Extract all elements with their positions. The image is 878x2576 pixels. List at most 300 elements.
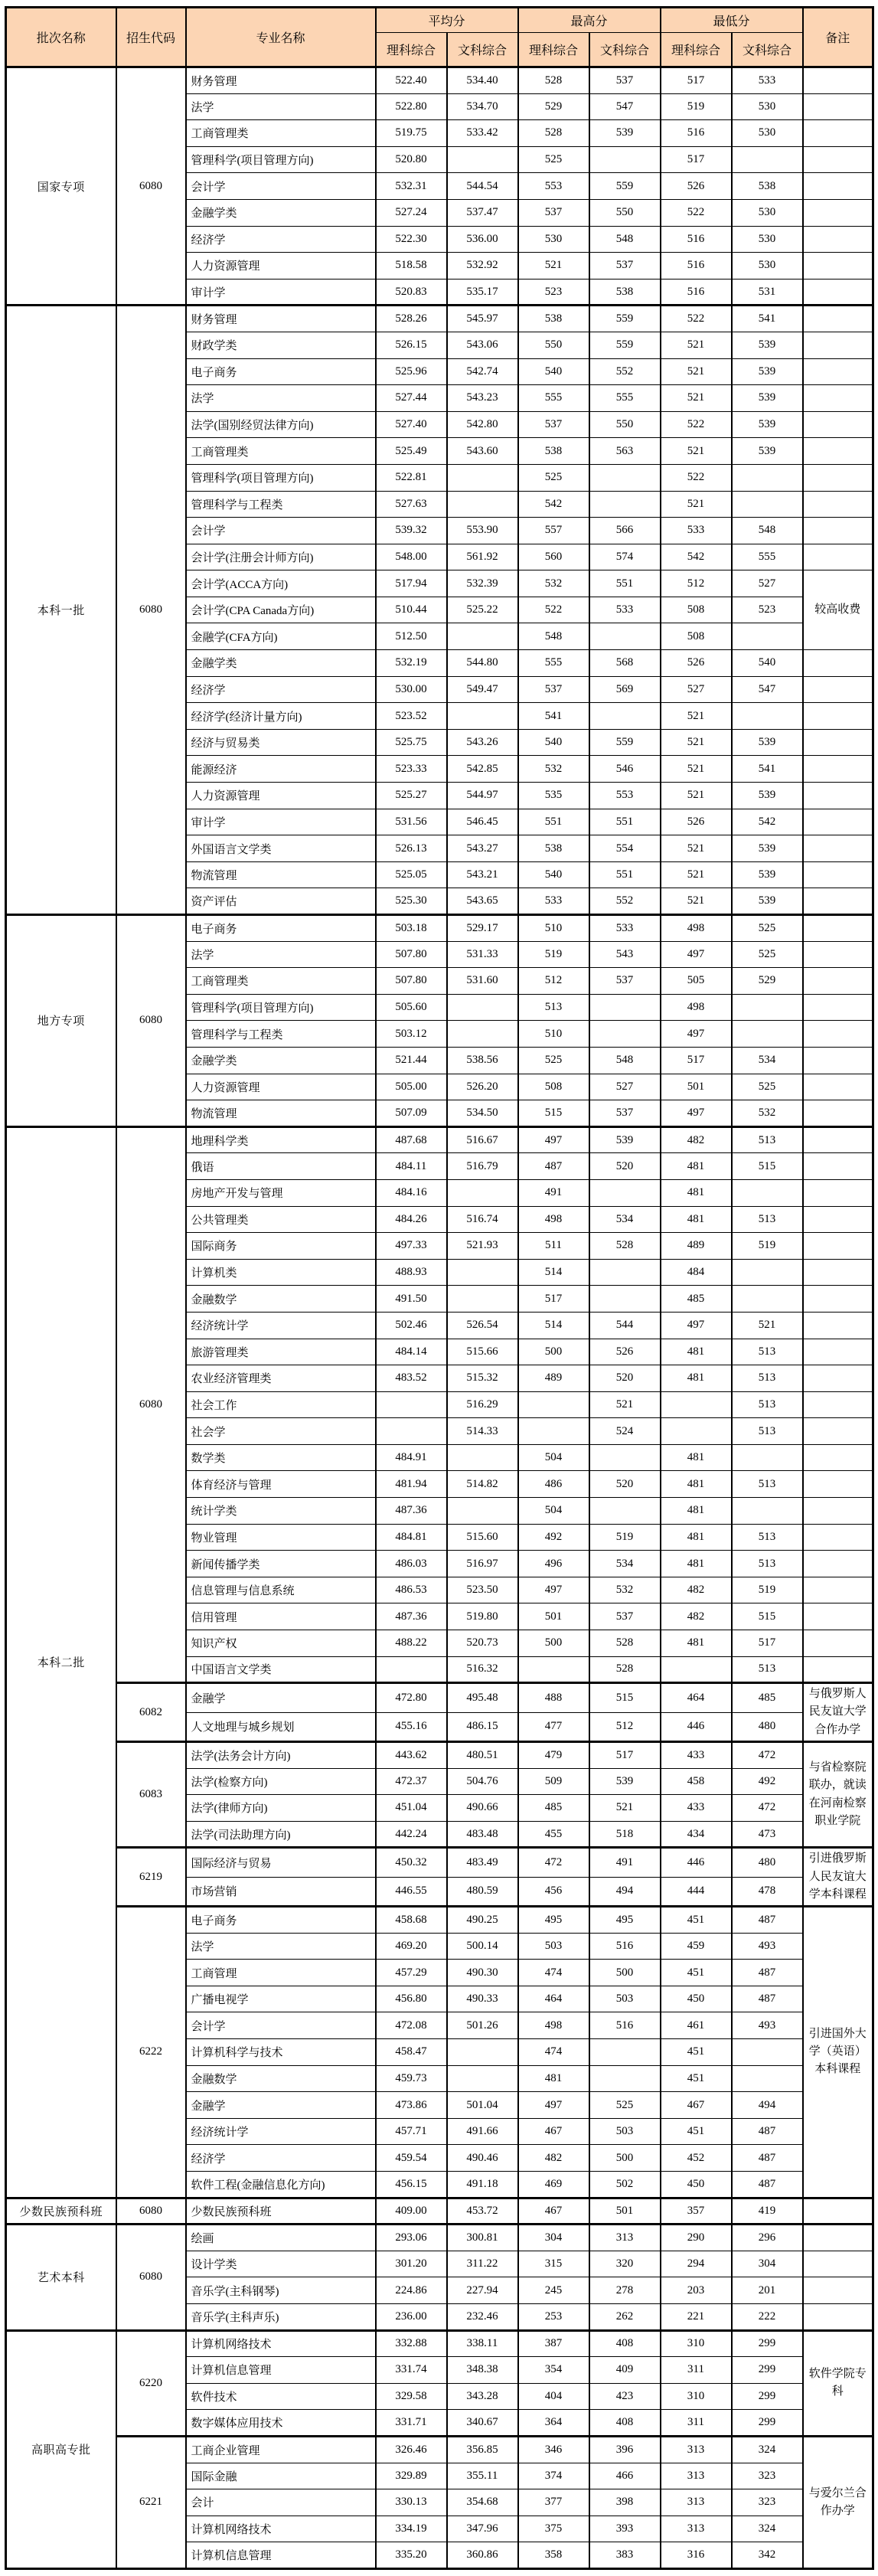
score-cell: 299 (732, 2410, 803, 2437)
remark-cell (803, 544, 873, 570)
score-cell (661, 1418, 732, 1445)
score-cell (589, 2039, 661, 2066)
score-cell (732, 1444, 803, 1471)
score-cell: 508 (661, 597, 732, 623)
code-cell: 6080 (116, 915, 186, 1127)
score-cell: 512 (518, 968, 589, 995)
remark-cell (803, 93, 873, 120)
score-cell: 451 (661, 2065, 732, 2092)
score-cell: 347.96 (447, 2516, 518, 2542)
score-cell: 393 (589, 2516, 661, 2542)
score-cell: 515 (589, 1683, 661, 1712)
score-cell: 547 (732, 676, 803, 703)
score-cell (518, 1391, 589, 1418)
score-cell: 503 (589, 2118, 661, 2145)
major-cell: 管理科学与工程类 (186, 1021, 376, 1048)
score-cell: 375 (518, 2516, 589, 2542)
header-min-science: 理科综合 (661, 33, 732, 67)
score-cell: 553 (518, 173, 589, 200)
score-cell: 513 (732, 1656, 803, 1683)
score-cell: 496 (518, 1551, 589, 1577)
score-cell: 494 (589, 1877, 661, 1906)
score-cell: 538 (732, 173, 803, 200)
score-cell: 502.46 (376, 1312, 447, 1339)
score-cell: 551 (589, 570, 661, 597)
score-cell: 330.13 (376, 2489, 447, 2516)
score-cell: 354 (518, 2357, 589, 2384)
score-cell: 525 (732, 915, 803, 942)
score-cell: 513 (732, 1418, 803, 1445)
score-cell: 485 (518, 1795, 589, 1822)
remark-cell (803, 1365, 873, 1392)
major-cell: 管理科学(项目管理方向) (186, 464, 376, 491)
score-cell: 514.82 (447, 1471, 518, 1498)
score-cell: 527 (661, 676, 732, 703)
score-cell: 505 (661, 968, 732, 995)
admission-scores-table (5, 6, 874, 2570)
batch-cell: 本科一批 (6, 306, 116, 915)
code-cell: 6080 (116, 2225, 186, 2330)
score-cell: 523.50 (447, 1577, 518, 1603)
score-cell: 484.11 (376, 1153, 447, 1180)
major-cell: 财务管理 (186, 306, 376, 332)
score-cell: 495 (518, 1907, 589, 1934)
score-cell: 521 (589, 1391, 661, 1418)
major-cell: 计算机网络技术 (186, 2516, 376, 2542)
batch-cell: 国家专项 (6, 67, 116, 306)
score-cell: 485 (661, 1286, 732, 1313)
score-cell: 557 (518, 518, 589, 544)
score-cell: 451 (661, 2118, 732, 2145)
score-cell: 555 (518, 385, 589, 412)
score-cell: 467 (661, 2092, 732, 2119)
major-cell: 金融学 (186, 2092, 376, 2119)
header-major-name: 专业名称 (186, 8, 376, 67)
major-cell: 人文地理与城乡规划 (186, 1712, 376, 1741)
score-cell: 313 (661, 2436, 732, 2463)
remark-cell (803, 703, 873, 730)
score-cell: 484.16 (376, 1179, 447, 1206)
score-cell: 483.52 (376, 1365, 447, 1392)
remark-cell (803, 2277, 873, 2304)
score-cell: 521 (661, 835, 732, 862)
score-cell: 458.68 (376, 1907, 447, 1934)
score-cell: 538.56 (447, 1047, 518, 1074)
score-cell: 517 (661, 1047, 732, 1074)
score-cell: 408 (589, 2410, 661, 2437)
score-cell: 551 (518, 809, 589, 835)
score-cell: 419 (732, 2198, 803, 2225)
score-cell: 446 (661, 1848, 732, 1877)
score-cell (447, 464, 518, 491)
score-cell: 497 (661, 1100, 732, 1127)
score-cell: 329.58 (376, 2383, 447, 2410)
score-cell: 512 (661, 570, 732, 597)
score-cell: 533 (732, 67, 803, 94)
remark-cell (803, 67, 873, 94)
major-cell: 少数民族预科班 (186, 2198, 376, 2225)
score-cell (589, 1179, 661, 1206)
score-cell: 469 (518, 2172, 589, 2198)
score-cell: 227.94 (447, 2277, 518, 2304)
score-cell: 484 (661, 1259, 732, 1286)
score-cell: 304 (518, 2225, 589, 2251)
score-cell: 532 (518, 570, 589, 597)
score-cell: 311 (661, 2410, 732, 2437)
score-cell: 451 (661, 2039, 732, 2066)
score-cell: 537.47 (447, 199, 518, 226)
score-cell: 500 (518, 1630, 589, 1657)
score-cell: 492 (732, 1768, 803, 1795)
score-cell: 537 (518, 676, 589, 703)
table-row (6, 2198, 873, 2225)
major-cell: 金融学类 (186, 1047, 376, 1074)
remark-cell (803, 1498, 873, 1525)
score-cell: 451 (661, 1960, 732, 1986)
score-cell (518, 1418, 589, 1445)
major-cell: 能源经济 (186, 756, 376, 783)
score-cell: 521 (661, 888, 732, 915)
score-cell: 538 (589, 279, 661, 306)
score-cell: 490.66 (447, 1795, 518, 1822)
score-cell: 464 (661, 1683, 732, 1712)
major-cell: 会计学 (186, 173, 376, 200)
score-cell: 513 (732, 1126, 803, 1153)
score-cell: 540 (518, 729, 589, 756)
code-cell: 6221 (116, 2436, 186, 2568)
score-cell: 498 (518, 1206, 589, 1233)
major-cell: 地理科学类 (186, 1126, 376, 1153)
score-cell (589, 703, 661, 730)
score-cell: 203 (661, 2277, 732, 2304)
score-cell: 522 (661, 199, 732, 226)
score-cell: 538 (518, 835, 589, 862)
score-cell: 533 (518, 888, 589, 915)
score-cell: 531.33 (447, 941, 518, 968)
score-cell: 481 (661, 1179, 732, 1206)
score-cell: 461 (661, 2012, 732, 2039)
score-cell: 387 (518, 2330, 589, 2357)
major-cell: 社会工作 (186, 1391, 376, 1418)
score-cell: 491 (518, 1179, 589, 1206)
score-cell: 313 (589, 2225, 661, 2251)
score-cell: 521.44 (376, 1047, 447, 1074)
score-cell: 487 (732, 2172, 803, 2198)
score-cell: 482 (661, 1126, 732, 1153)
score-cell: 355.11 (447, 2463, 518, 2489)
score-cell: 486.53 (376, 1577, 447, 1603)
score-cell: 525 (732, 941, 803, 968)
major-cell: 财务管理 (186, 67, 376, 94)
major-cell: 人力资源管理 (186, 253, 376, 280)
score-cell: 542 (732, 809, 803, 835)
score-cell: 503 (518, 1933, 589, 1960)
remark-cell (803, 1021, 873, 1048)
score-cell (447, 703, 518, 730)
major-cell: 会计学(注册会计师方向) (186, 544, 376, 570)
score-cell: 504 (518, 1444, 589, 1471)
score-cell: 513 (732, 1391, 803, 1418)
score-cell: 543.65 (447, 888, 518, 915)
major-cell: 法学 (186, 1933, 376, 1960)
score-cell: 497 (661, 941, 732, 968)
score-cell: 487.36 (376, 1603, 447, 1630)
score-cell: 548 (732, 518, 803, 544)
score-cell (732, 464, 803, 491)
score-cell: 522.30 (376, 226, 447, 253)
score-cell: 526 (661, 650, 732, 677)
score-cell: 526.54 (447, 1312, 518, 1339)
score-cell: 549.47 (447, 676, 518, 703)
score-cell: 404 (518, 2383, 589, 2410)
score-cell: 466 (589, 2463, 661, 2489)
score-cell: 519 (661, 93, 732, 120)
score-cell: 515 (732, 1153, 803, 1180)
score-cell: 450 (661, 2172, 732, 2198)
score-cell: 522.40 (376, 67, 447, 94)
score-cell: 509 (518, 1768, 589, 1795)
score-cell: 331.74 (376, 2357, 447, 2384)
major-cell: 数学类 (186, 1444, 376, 1471)
score-cell: 525.05 (376, 861, 447, 888)
score-cell: 487 (732, 1986, 803, 2012)
header-avg-science: 理科综合 (376, 33, 447, 67)
score-cell: 489 (518, 1365, 589, 1392)
score-cell: 409.00 (376, 2198, 447, 2225)
score-cell: 521 (589, 1795, 661, 1822)
score-cell: 446 (661, 1712, 732, 1741)
major-cell: 公共管理类 (186, 1206, 376, 1233)
score-cell: 323 (732, 2463, 803, 2489)
score-cell: 522 (661, 306, 732, 332)
score-cell: 523.52 (376, 703, 447, 730)
score-cell: 539 (589, 120, 661, 147)
score-cell (447, 1179, 518, 1206)
score-cell: 527 (589, 1074, 661, 1100)
major-cell: 市场营销 (186, 1877, 376, 1906)
remark-cell (803, 1312, 873, 1339)
remark-cell (803, 438, 873, 465)
score-cell: 201 (732, 2277, 803, 2304)
score-cell (589, 1021, 661, 1048)
remark-cell (803, 729, 873, 756)
score-cell: 487 (732, 1960, 803, 1986)
score-cell: 459 (661, 1933, 732, 1960)
score-cell: 487 (518, 1153, 589, 1180)
score-cell: 537 (589, 1603, 661, 1630)
score-cell: 541 (518, 703, 589, 730)
score-cell: 494 (732, 2092, 803, 2119)
major-cell: 会计学(CPA Canada方向) (186, 597, 376, 623)
score-cell: 539 (589, 1126, 661, 1153)
score-cell: 481 (661, 1498, 732, 1525)
score-cell: 538 (518, 438, 589, 465)
score-cell: 316 (661, 2542, 732, 2569)
score-cell: 540 (518, 861, 589, 888)
score-cell: 537 (518, 411, 589, 438)
score-cell: 500 (589, 1960, 661, 1986)
table-row (6, 2225, 873, 2251)
score-cell (589, 623, 661, 650)
score-cell: 521.93 (447, 1233, 518, 1260)
score-cell: 450.32 (376, 1848, 447, 1877)
score-cell (376, 1418, 447, 1445)
major-cell: 电子商务 (186, 915, 376, 942)
score-cell: 533.42 (447, 120, 518, 147)
major-cell: 管理科学(项目管理方向) (186, 146, 376, 173)
header-average-score: 平均分 (376, 8, 518, 33)
score-cell: 472.37 (376, 1768, 447, 1795)
remark-cell (803, 332, 873, 358)
score-cell: 520.80 (376, 146, 447, 173)
score-cell: 481 (661, 1630, 732, 1657)
score-cell: 521 (661, 438, 732, 465)
score-cell: 525.96 (376, 358, 447, 385)
score-cell: 495 (589, 1907, 661, 1934)
score-cell: 459.73 (376, 2065, 447, 2092)
score-cell: 550 (589, 199, 661, 226)
score-cell: 484.14 (376, 1339, 447, 1365)
score-cell: 467 (518, 2118, 589, 2145)
major-cell: 物流管理 (186, 861, 376, 888)
score-cell: 520 (589, 1153, 661, 1180)
score-cell: 508 (661, 623, 732, 650)
major-cell: 法学(法务会计方向) (186, 1741, 376, 1768)
score-cell: 559 (589, 306, 661, 332)
score-cell: 324 (732, 2516, 803, 2542)
score-cell: 539 (732, 385, 803, 412)
score-cell (589, 1286, 661, 1313)
major-cell: 会计 (186, 2489, 376, 2516)
score-cell: 521 (661, 332, 732, 358)
score-cell: 513 (732, 1339, 803, 1365)
table-row (6, 67, 873, 94)
remark-cell (803, 835, 873, 862)
score-cell: 221 (661, 2304, 732, 2331)
header-enroll-code: 招生代码 (116, 8, 186, 67)
score-cell: 299 (732, 2330, 803, 2357)
score-cell: 451.04 (376, 1795, 447, 1822)
score-cell: 568 (589, 650, 661, 677)
score-cell: 520.83 (376, 279, 447, 306)
score-cell: 544.97 (447, 783, 518, 809)
score-cell: 396 (589, 2436, 661, 2463)
major-cell: 审计学 (186, 809, 376, 835)
remark-cell (803, 2198, 873, 2225)
score-cell: 521 (661, 729, 732, 756)
score-cell: 542.85 (447, 756, 518, 783)
score-cell: 516 (661, 253, 732, 280)
score-cell: 486 (518, 1471, 589, 1498)
score-cell: 500 (589, 2145, 661, 2172)
score-cell: 543.06 (447, 332, 518, 358)
score-cell: 544.80 (447, 650, 518, 677)
score-cell: 487 (732, 1907, 803, 1934)
score-cell: 521 (661, 358, 732, 385)
major-cell: 信息管理与信息系统 (186, 1577, 376, 1603)
table-row (6, 1907, 873, 1934)
score-cell (589, 2065, 661, 2092)
score-cell: 343.28 (447, 2383, 518, 2410)
score-cell: 531.56 (376, 809, 447, 835)
score-cell: 490.25 (447, 1907, 518, 1934)
remark-cell (803, 1047, 873, 1074)
score-cell: 490.33 (447, 1986, 518, 2012)
score-cell: 456.15 (376, 2172, 447, 2198)
score-cell: 511 (518, 1233, 589, 1260)
score-cell: 482 (661, 1577, 732, 1603)
score-cell: 434 (661, 1821, 732, 1848)
score-cell: 472.80 (376, 1683, 447, 1712)
score-cell: 313 (661, 2463, 732, 2489)
score-cell: 547 (589, 93, 661, 120)
score-cell: 526 (661, 173, 732, 200)
score-cell: 530 (732, 253, 803, 280)
major-cell: 设计学类 (186, 2251, 376, 2277)
score-cell (447, 146, 518, 173)
score-cell: 534 (589, 1551, 661, 1577)
score-cell: 493 (732, 2012, 803, 2039)
score-cell: 326.46 (376, 2436, 447, 2463)
score-cell: 528 (589, 1656, 661, 1683)
major-cell: 金融数学 (186, 1286, 376, 1313)
score-cell: 507.80 (376, 968, 447, 995)
score-cell (589, 994, 661, 1021)
score-cell: 253 (518, 2304, 589, 2331)
score-cell: 518 (589, 1821, 661, 1848)
score-cell: 501 (661, 1074, 732, 1100)
score-cell: 532.19 (376, 650, 447, 677)
major-cell: 绘画 (186, 2225, 376, 2251)
score-cell: 469.20 (376, 1933, 447, 1960)
score-cell: 472 (732, 1741, 803, 1768)
score-cell: 507.09 (376, 1100, 447, 1127)
score-cell: 529.17 (447, 915, 518, 942)
score-cell: 498 (518, 2012, 589, 2039)
header-max-science: 理科综合 (518, 33, 589, 67)
score-cell: 546.45 (447, 809, 518, 835)
table-row (6, 1741, 873, 1768)
score-cell: 517 (732, 1630, 803, 1657)
score-cell: 483.49 (447, 1848, 518, 1877)
score-cell: 522 (661, 411, 732, 438)
score-cell: 527.24 (376, 199, 447, 226)
score-cell: 501.04 (447, 2092, 518, 2119)
score-cell: 508 (518, 1074, 589, 1100)
score-cell: 487.68 (376, 1126, 447, 1153)
score-cell: 472 (732, 1795, 803, 1822)
score-cell: 299 (732, 2357, 803, 2384)
score-cell: 455.16 (376, 1712, 447, 1741)
remark-cell (803, 1286, 873, 1313)
score-cell: 523.33 (376, 756, 447, 783)
major-cell: 知识产权 (186, 1630, 376, 1657)
score-cell: 532.31 (376, 173, 447, 200)
table-header (6, 8, 873, 67)
score-cell: 516.32 (447, 1656, 518, 1683)
score-cell: 539 (732, 358, 803, 385)
score-cell (732, 146, 803, 173)
score-cell: 278 (589, 2277, 661, 2304)
score-cell: 541 (732, 306, 803, 332)
score-cell: 474 (518, 1960, 589, 1986)
score-cell: 552 (589, 358, 661, 385)
remark-cell (803, 253, 873, 280)
score-cell: 477 (518, 1712, 589, 1741)
remark-cell (803, 1524, 873, 1551)
remark-cell (803, 1630, 873, 1657)
code-cell: 6080 (116, 2198, 186, 2225)
